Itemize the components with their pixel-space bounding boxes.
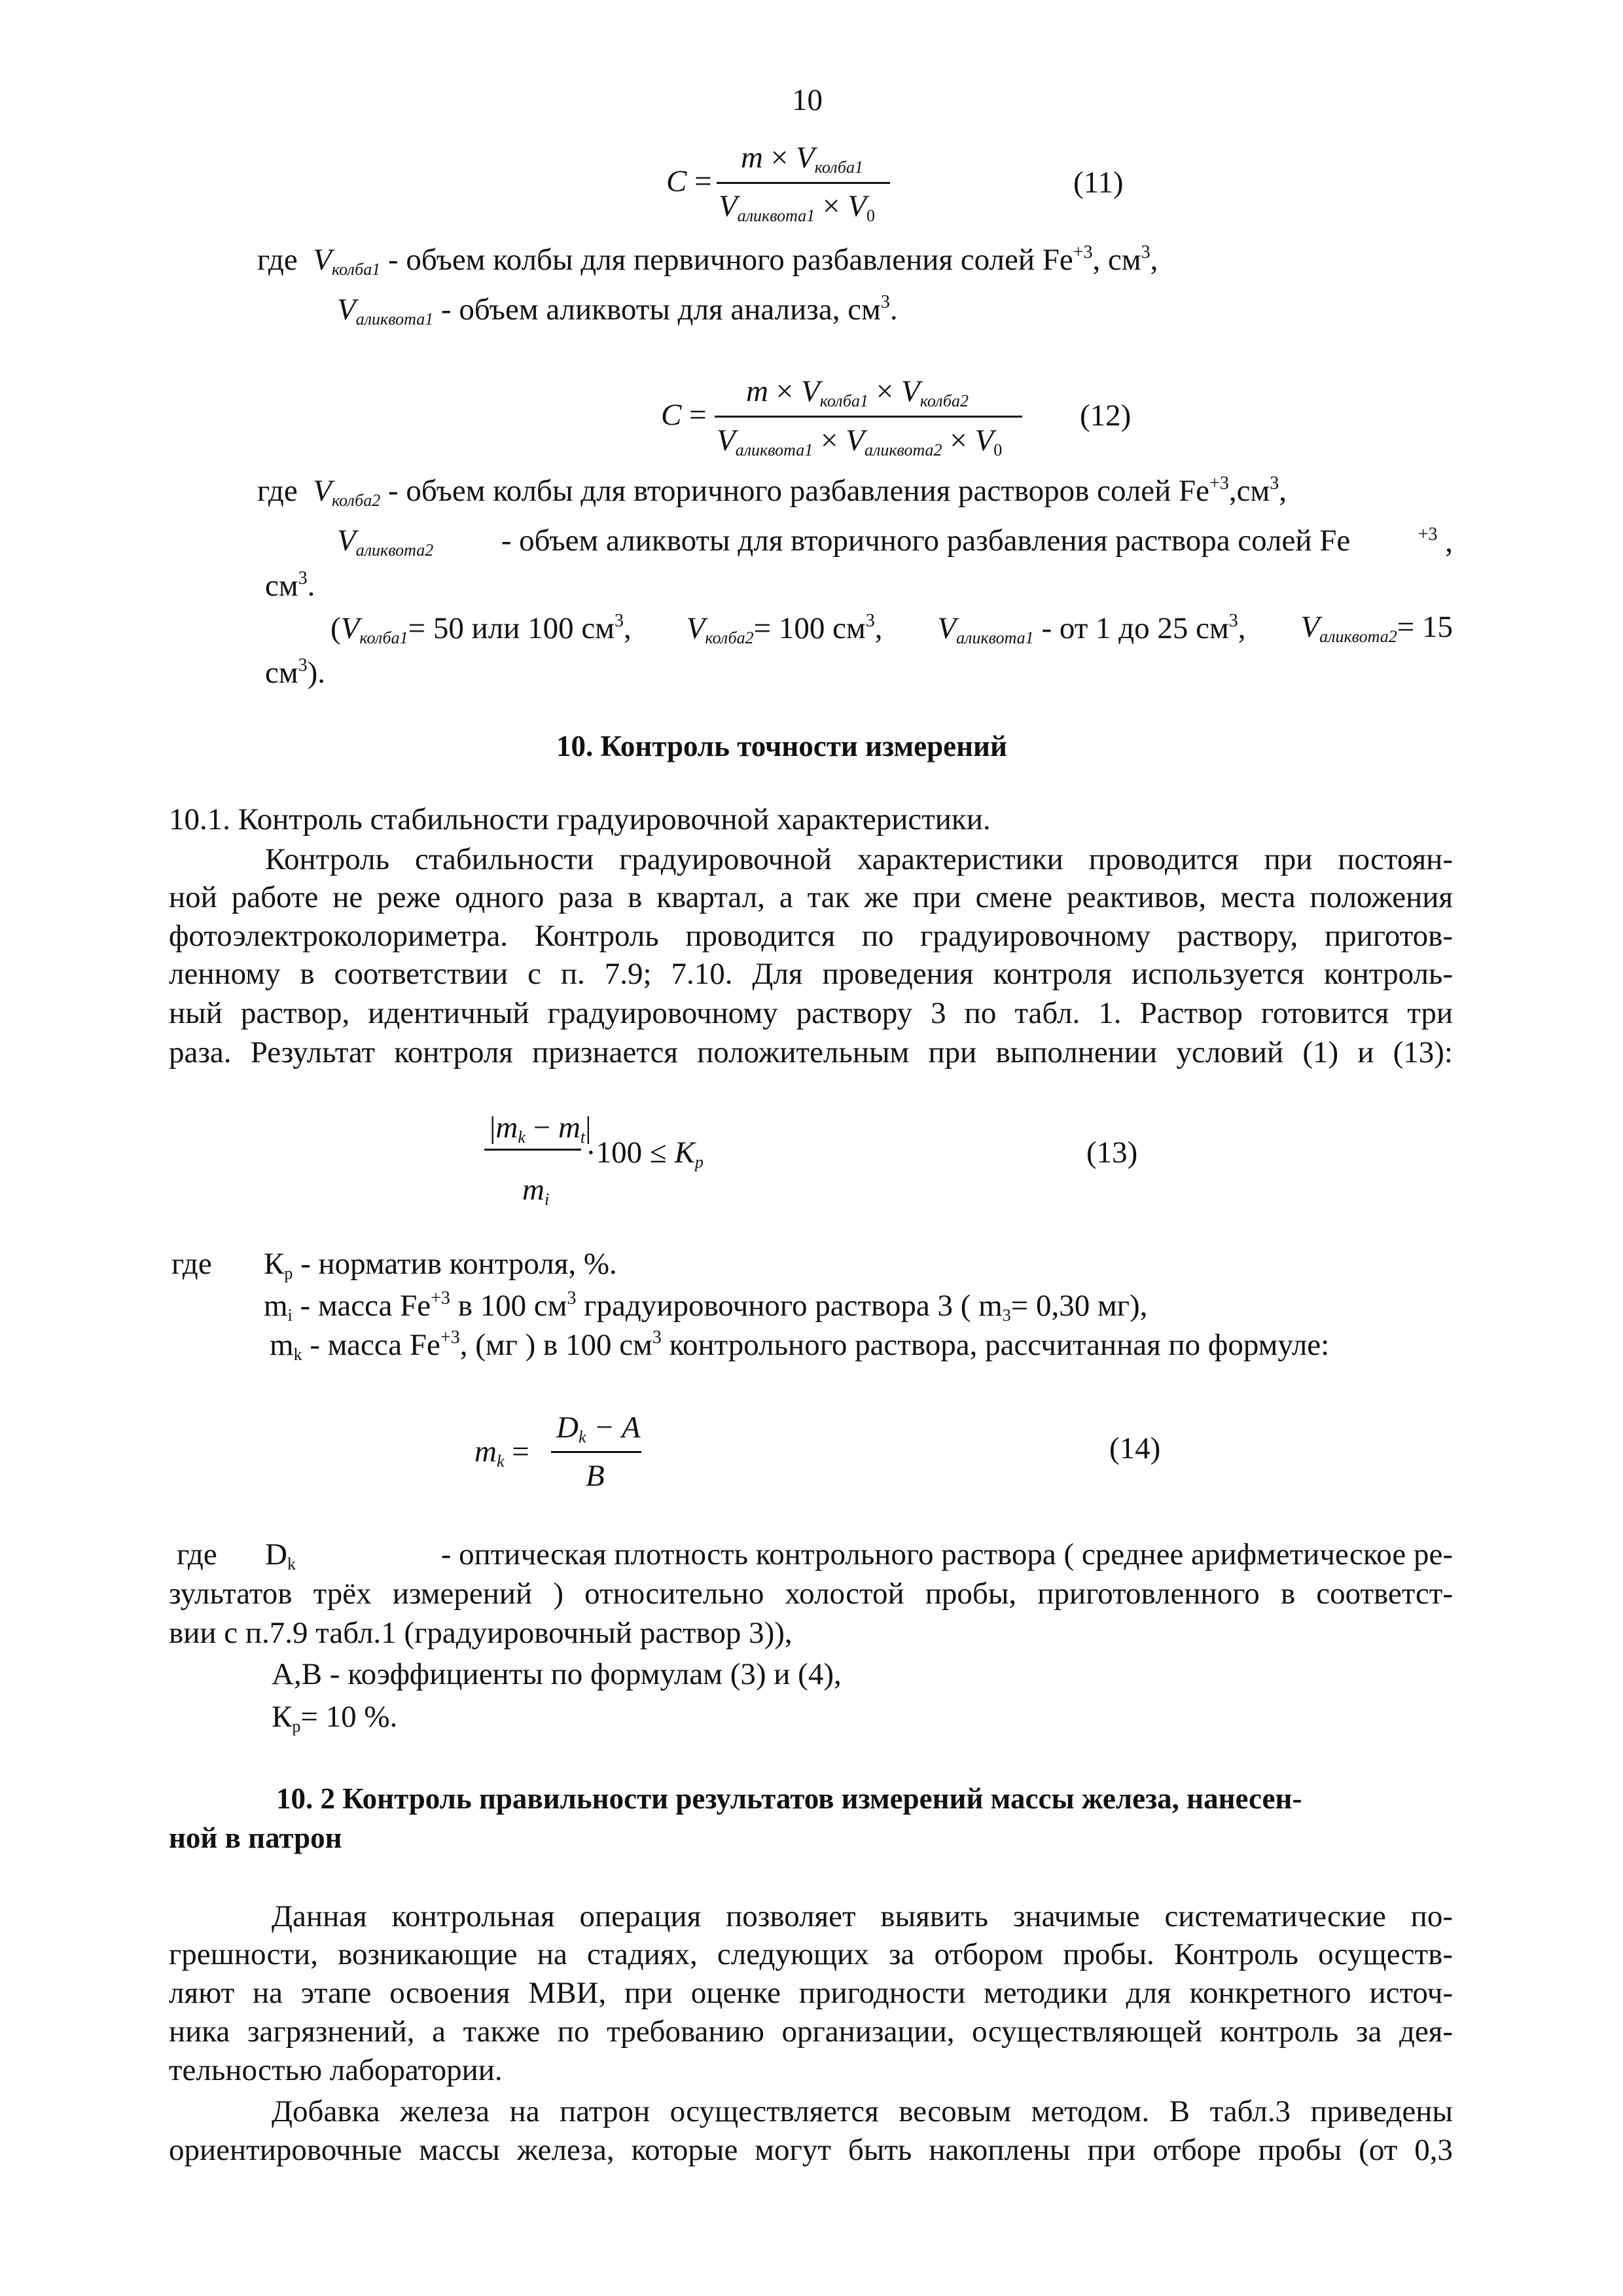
formula-13-fraction-bar — [484, 1149, 581, 1151]
where-14-line-4: A,B - коэффициенты по формулам (3) и (4), — [272, 1657, 842, 1691]
where-14-gde: где — [177, 1537, 217, 1571]
formula-11-fraction-bar — [717, 182, 890, 184]
where-12-line-1: где $V_{колба2}$ - объем колбы для вторичного разбавления растворов солей $Fe^{+3},см^3$, — [257, 473, 1287, 510]
formula-14-lhs: $m_k$ = — [474, 1435, 529, 1471]
where-12-values-close: $см^3$). — [265, 655, 326, 690]
where-11-line-1: где $V_{колба1}$ - объем колбы для первичного разбавления солей $Fe^{+3}$, $см^3$, — [257, 242, 1158, 279]
formula-11-number: (11) — [1073, 166, 1124, 200]
where-11-line-2: $V_{аликвота1}$ - объем аликвоты для анализа, $см^3$. — [337, 292, 898, 329]
paragraph-line: Контроль стабильности градуировочной характеристики проводится при постоян- — [265, 842, 1453, 876]
where-14-line-2: зультатов трёх измерений ) относительно холостой пробы, приготовленного в соответст- — [169, 1577, 1453, 1611]
formula-13-denominator: $m_i$ — [522, 1173, 550, 1209]
section-10-2-heading-line-1: 10. 2 Контроль правильности результатов измерений массы железа, нанесен- — [276, 1782, 1302, 1815]
paragraph-line: Добавка железа на патрон осуществляется весовым методом. В табл.3 приведены — [272, 2094, 1453, 2128]
where-13-kp-line: $К_р$ - норматив контроля, %. — [264, 1247, 617, 1283]
paragraph-line: тельностью лаборатории. — [169, 2053, 503, 2087]
paragraph-line: ной работе не реже одного раза в квартал, а так же при смене реактивов, места положения — [169, 880, 1453, 914]
paragraph-line: фотоэлектроколориметра. Контроль проводится по градуировочному раствору, приготов- — [169, 919, 1453, 953]
paragraph-line: грешности, возникающие на стадиях, следующих за отбором пробы. Контроль осуществ- — [169, 1937, 1453, 1971]
paragraph-line: ный раствор, идентичный градуировочному раствору 3 по табл. 1. Раствор готовится три — [169, 996, 1453, 1030]
paragraph-line: Данная контрольная операция позволяет выявить значимые систематические по- — [272, 1899, 1453, 1933]
where-12-line-2: $V_{аликвота2}$ - объем аликвоты для вторичного разбавления раствора солей Fe $^{+3}$ , — [337, 524, 1453, 560]
formula-12-fraction-bar — [715, 416, 1022, 418]
section-10-heading: 10. Контроль точности измерений — [556, 730, 1007, 762]
formula-14-fraction-bar — [551, 1451, 641, 1453]
page-number: 10 — [792, 83, 823, 117]
formula-11-denominator: $V_{аликвота1} \times V_0$ — [719, 189, 875, 225]
where-14-line-1: $D_k$ - оптическая плотность контрольного раствора ( среднее арифметическое ре- — [265, 1537, 1453, 1573]
formula-14-numerator: $D_k - A$ — [556, 1410, 641, 1446]
formula-14-number: (14) — [1109, 1431, 1161, 1465]
formula-14-denominator: B — [586, 1459, 605, 1493]
formula-12-number: (12) — [1080, 399, 1132, 433]
where-13-gde: где — [171, 1247, 212, 1281]
where-14-line-5: $К_р= 10$ %. — [272, 1700, 398, 1736]
formula-12-numerator: $m \times V_{колба1} \times V_{колба2}$ — [746, 374, 969, 410]
paragraph-line: ленному в соответствии с п. 7.9; 7.10. Для проведения контроля используется контроль- — [169, 957, 1453, 991]
paragraph-line: раза. Результат контроля признается положительным при выполнении условий (1) и (13): — [169, 1035, 1453, 1069]
section-10-1-title: 10.1. Контроль стабильности градуировочной характеристики. — [169, 802, 991, 836]
paragraph-line: ляют на этапе освоения МВИ, при оценке пригодности методики для конкретного источ- — [169, 1976, 1453, 2010]
section-10-2-heading-line-2: ной в патрон — [169, 1821, 342, 1854]
formula-13-number: (13) — [1086, 1136, 1138, 1170]
formula-13-numerator: $|m_k - m_t|$ — [490, 1111, 592, 1147]
formula-13-rhs: $\cdot 100 \le K_p$ — [586, 1136, 704, 1172]
formula-11-lhs: C = — [666, 164, 712, 198]
where-12-line-3: $см^3$. — [265, 568, 315, 603]
where-13-mi-line: $m_i$ - масса $Fe^{+3}$ в 100 $см^3$ градуировочного раствора 3 ( $m_3= 0,30$ мг), — [264, 1288, 1148, 1325]
paragraph-line: ника загрязнений, а также по требованию организации, осуществляющей контроль за дея- — [169, 2015, 1453, 2049]
formula-12-denominator: $V_{аликвота1} \times V_{аликвота2} \times V_0$ — [717, 423, 1003, 459]
formula-11-numerator: $m \times V_{колба1}$ — [741, 141, 863, 177]
where-12-values-line: ($V_{колба1}= 50$ или 100 $см^3$, $V_{колба2}= 100$ $см^3$, $V_{аликвота1}$ - от 1 до 25 $см^3$, $V_{аликвота2}= 15$ — [330, 610, 1453, 647]
where-13-mk-line: $m_k$ - масса $Fe^{+3}$, (мг ) в 100 $см^3$ контрольного раствора, рассчитанная по формуле: — [270, 1327, 1330, 1364]
where-14-line-3: вии с п.7.9 табл.1 (градуировочный раствор 3)), — [169, 1616, 793, 1650]
formula-12-lhs: C = — [661, 398, 707, 432]
paragraph-line: ориентировочные массы железа, которые могут быть накоплены при отборе пробы (от 0,3 — [169, 2133, 1453, 2167]
